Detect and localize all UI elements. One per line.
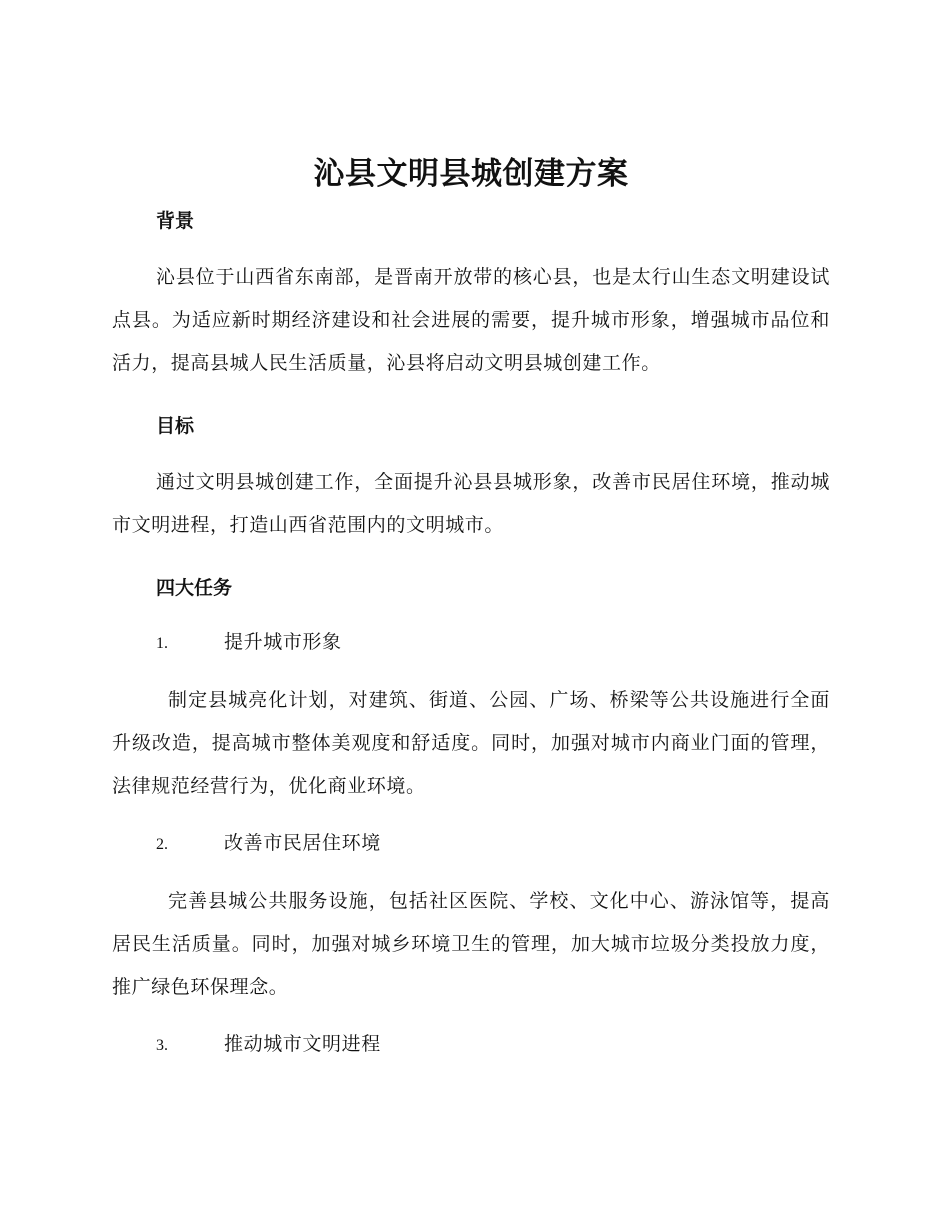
task-label: 提升城市形象 [224, 631, 342, 653]
task-1-paragraph: 制定县城亮化计划，对建筑、街道、公园、广场、桥梁等公共设施进行全面升级改造，提高城市整体美观度和舒适度。同时，加强对城市内商业门面的管理，法律规范经营行为，优化商业环境。 [112, 689, 830, 797]
section-heading-goal: 目标 [156, 415, 195, 437]
task-item-2 [112, 828, 830, 860]
task-label: 推动城市文明进程 [224, 1033, 381, 1055]
section-heading-tasks: 四大任务 [156, 577, 233, 599]
task-number: 1. [156, 635, 168, 652]
task-number: 3. [156, 1037, 168, 1054]
task-item-3 [112, 1029, 830, 1061]
task-label: 改善市民居住环境 [224, 832, 381, 854]
task-2-paragraph: 完善县城公共服务设施，包括社区医院、学校、文化中心、游泳馆等，提高居民生活质量。同时，加强对城乡环境卫生的管理，加大城市垃圾分类投放力度，推广绿色环保理念。 [112, 890, 830, 998]
task-number: 2. [156, 836, 168, 853]
goal-paragraph: 通过文明县城创建工作，全面提升沁县县城形象，改善市民居住环境，推动城市文明进程，打造山西省范围内的文明城市。 [112, 471, 830, 536]
document-title: 沁县文明县城创建方案 [313, 156, 629, 192]
task-item-1 [112, 627, 830, 659]
section-heading-background: 背景 [156, 210, 195, 232]
document-page [112, 150, 830, 1061]
background-paragraph: 沁县位于山西省东南部，是晋南开放带的核心县，也是太行山生态文明建设试点县。为适应新时期经济建设和社会进展的需要，提升城市形象，增强城市品位和活力，提高县城人民生活质量，沁县将启动文明县城创建工作。 [112, 266, 830, 374]
